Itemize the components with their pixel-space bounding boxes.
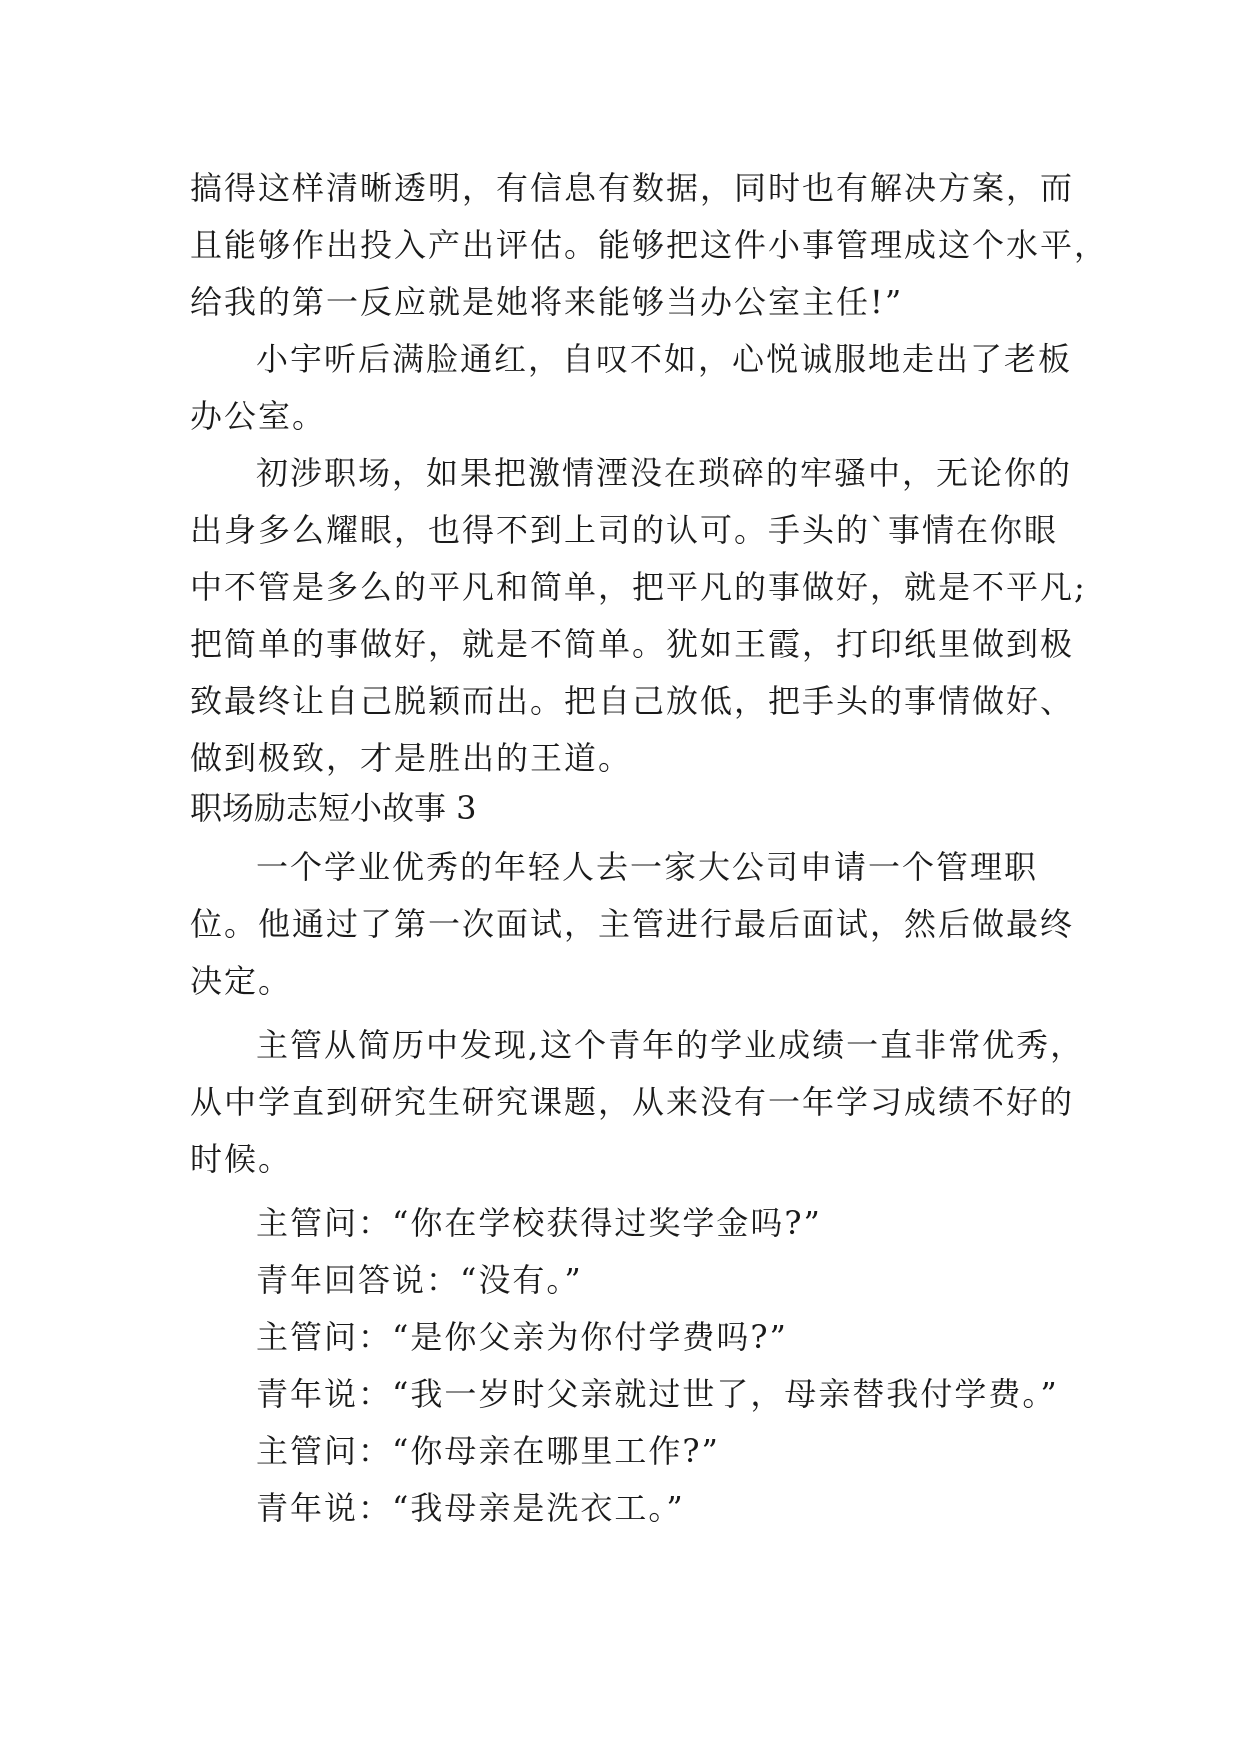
- paragraph-line: 时候。: [190, 1140, 293, 1178]
- paragraph-line: 办公室。: [190, 397, 327, 435]
- paragraph-line: 出身多么耀眼，也得不到上司的认可。手头的`事情在你眼: [190, 511, 1059, 549]
- dialogue-line: 青年回答说：“没有。”: [256, 1261, 583, 1299]
- paragraph-line: 中不管是多么的平凡和简单，把平凡的事做好，就是不平凡;: [190, 568, 1087, 606]
- section-heading: 职场励志短小故事 3: [190, 789, 477, 827]
- paragraph-line: 做到极致，才是胜出的王道。: [190, 739, 633, 777]
- paragraph-line: 致最终让自己脱颖而出。把自己放低，把手头的事情做好、: [190, 682, 1075, 720]
- dialogue-line: 青年说：“我母亲是洗衣工。”: [256, 1489, 685, 1527]
- paragraph-line: 一个学业优秀的年轻人去一家大公司申请一个管理职: [256, 848, 1039, 886]
- paragraph-line: 初涉职场，如果把激情湮没在琐碎的牢骚中，无论你的: [256, 454, 1073, 492]
- paragraph-line: 主管从简历中发现,这个青年的学业成绩一直非常优秀，: [256, 1026, 1085, 1064]
- paragraph-line: 给我的第一反应就是她将来能够当办公室主任!”: [190, 283, 904, 321]
- dialogue-line: 主管问：“你母亲在哪里工作?”: [256, 1432, 720, 1470]
- paragraph-line: 决定。: [190, 962, 293, 1000]
- paragraph-line: 位。他通过了第一次面试，主管进行最后面试，然后做最终: [190, 905, 1075, 943]
- dialogue-line: 主管问：“你在学校获得过奖学金吗?”: [256, 1204, 822, 1242]
- dialogue-line: 主管问：“是你父亲为你付学费吗?”: [256, 1318, 788, 1356]
- dialogue-line: 青年说：“我一岁时父亲就过世了，母亲替我付学费。”: [256, 1375, 1059, 1413]
- paragraph-line: 搞得这样清晰透明，有信息有数据，同时也有解决方案，而: [190, 169, 1075, 207]
- paragraph-line: 把简单的事做好，就是不简单。犹如王霞，打印纸里做到极: [190, 625, 1075, 663]
- paragraph-line: 小宇听后满脸通红，自叹不如，心悦诚服地走出了老板: [256, 340, 1073, 378]
- paragraph-line: 从中学直到研究生研究课题，从来没有一年学习成绩不好的: [190, 1083, 1075, 1121]
- paragraph-line: 且能够作出投入产出评估。能够把这件小事管理成这个水平，: [190, 226, 1109, 264]
